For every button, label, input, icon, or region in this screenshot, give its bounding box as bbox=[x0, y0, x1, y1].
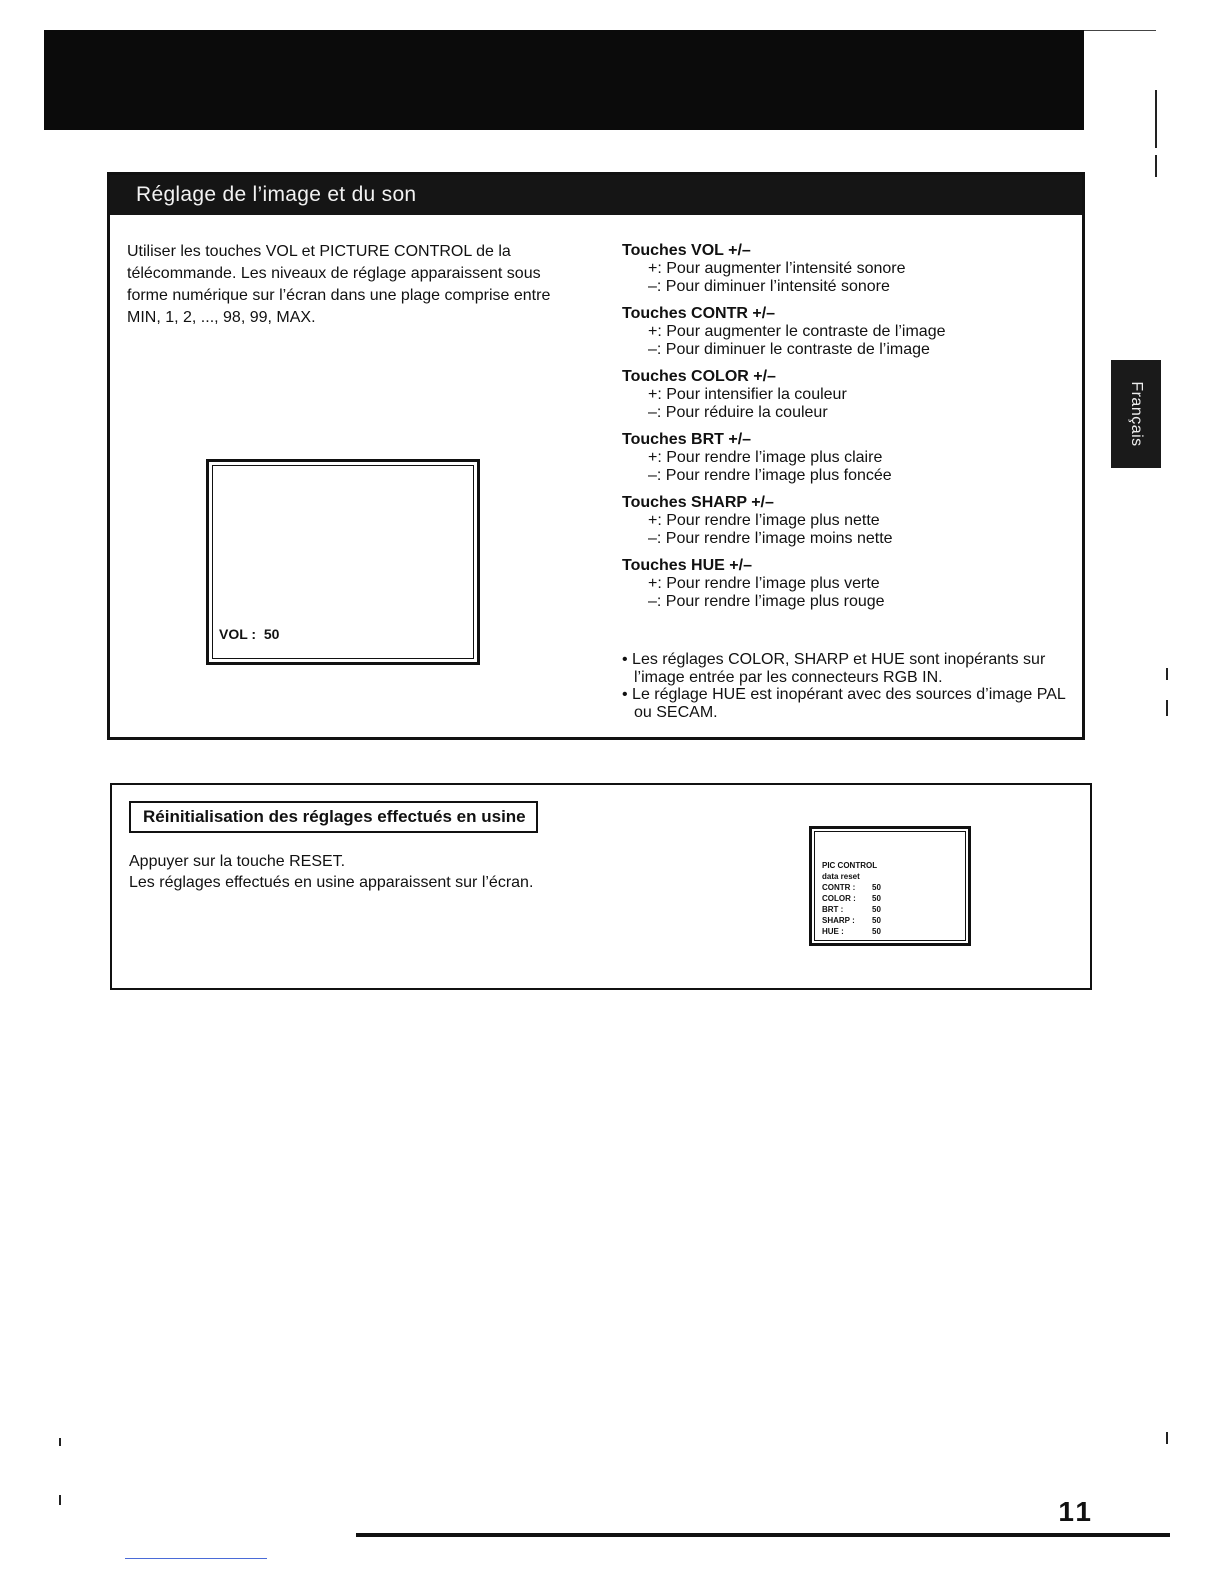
osd-row-value: 50 bbox=[872, 927, 881, 936]
osd-row-label: COLOR : bbox=[822, 894, 856, 903]
osd-row-value: 50 bbox=[872, 894, 881, 903]
reset-screen-illustration bbox=[809, 826, 971, 946]
key-minus-desc: –: Pour diminuer l’intensité sonore bbox=[648, 278, 890, 295]
language-tab bbox=[1111, 360, 1161, 468]
osd-heading: PIC CONTROL bbox=[822, 861, 878, 870]
key-group-brt bbox=[622, 430, 1072, 485]
key-group-color bbox=[622, 367, 1072, 422]
osd-row bbox=[822, 893, 881, 904]
key-minus-desc: –: Pour rendre l’image plus rouge bbox=[648, 593, 885, 610]
volume-osd: VOL : 50 bbox=[219, 626, 280, 642]
key-title: Touches SHARP +/– bbox=[622, 494, 774, 511]
key-plus-desc: +: Pour augmenter l’intensité sonore bbox=[648, 260, 906, 277]
key-plus-desc: +: Pour rendre l’image plus nette bbox=[648, 512, 880, 529]
osd-row-label: HUE : bbox=[822, 927, 844, 936]
key-minus-desc: –: Pour rendre l’image moins nette bbox=[648, 530, 893, 547]
reset-line: Les réglages effectués en usine apparaissent sur l’écran. bbox=[129, 874, 534, 891]
osd-row bbox=[822, 904, 881, 915]
edge-mark bbox=[1155, 155, 1157, 177]
key-plus-desc: +: Pour rendre l’image plus verte bbox=[648, 575, 880, 592]
factory-reset-section bbox=[110, 783, 1092, 990]
top-header-band bbox=[44, 30, 1084, 130]
key-title: Touches BRT +/– bbox=[622, 431, 752, 448]
bottom-rule bbox=[356, 1533, 1170, 1537]
edge-mark bbox=[1166, 1432, 1168, 1444]
osd-row bbox=[822, 926, 881, 937]
key-group-sharp bbox=[622, 493, 1072, 548]
reset-section-title: Réinitialisation des réglages effectués en usine bbox=[129, 801, 538, 833]
edge-mark bbox=[1155, 90, 1157, 148]
key-minus-desc: –: Pour diminuer le contraste de l’image bbox=[648, 341, 930, 358]
key-plus-desc: +: Pour rendre l’image plus claire bbox=[648, 449, 883, 466]
edge-mark bbox=[59, 1495, 61, 1505]
osd-row-value: 50 bbox=[872, 905, 881, 914]
language-tab-label: Français bbox=[1128, 381, 1145, 447]
picture-sound-section bbox=[107, 172, 1085, 740]
note-item: • Le réglage HUE est inopérant avec des sources d’image PAL ou SECAM. bbox=[622, 686, 1066, 721]
osd-row-label: CONTR : bbox=[822, 883, 856, 892]
osd-row-value: 50 bbox=[872, 883, 881, 892]
key-title: Touches VOL +/– bbox=[622, 242, 751, 259]
osd-row bbox=[822, 915, 881, 926]
tv-screen-illustration bbox=[206, 459, 480, 665]
reset-instructions bbox=[129, 851, 649, 893]
key-minus-desc: –: Pour rendre l’image plus foncée bbox=[648, 467, 892, 484]
osd-row-label: BRT : bbox=[822, 905, 844, 914]
key-plus-desc: +: Pour augmenter le contraste de l’image bbox=[648, 323, 946, 340]
key-group-hue bbox=[622, 556, 1072, 611]
edge-mark bbox=[59, 1438, 61, 1446]
key-title: Touches CONTR +/– bbox=[622, 305, 776, 322]
page-number: 11 bbox=[1058, 1496, 1094, 1527]
section-title: Réglage de l’image et du son bbox=[110, 175, 1082, 215]
osd-row bbox=[822, 882, 881, 893]
key-list bbox=[622, 241, 1072, 619]
osd-row-value: 50 bbox=[872, 916, 881, 925]
notes bbox=[622, 651, 1072, 721]
key-minus-desc: –: Pour réduire la couleur bbox=[648, 404, 828, 421]
top-rule bbox=[1084, 30, 1156, 31]
note-item: • Les réglages COLOR, SHARP et HUE sont inopérants sur l’image entrée par les connecteurs RGB IN. bbox=[622, 651, 1046, 686]
key-title: Touches HUE +/– bbox=[622, 557, 752, 574]
edge-mark bbox=[1166, 700, 1168, 716]
key-plus-desc: +: Pour intensifier la couleur bbox=[648, 386, 847, 403]
key-title: Touches COLOR +/– bbox=[622, 368, 776, 385]
osd-row-label: SHARP : bbox=[822, 916, 855, 925]
reset-line: Appuyer sur la touche RESET. bbox=[129, 853, 346, 870]
blue-rule bbox=[125, 1558, 267, 1559]
key-group-vol bbox=[622, 241, 1072, 296]
osd-subheading: data reset bbox=[822, 872, 860, 881]
edge-mark bbox=[1166, 668, 1168, 680]
reset-osd bbox=[822, 860, 881, 937]
key-group-contr bbox=[622, 304, 1072, 359]
intro-paragraph: Utiliser les touches VOL et PICTURE CONTROL de la télécommande. Les niveaux de réglage apparaissent sous forme numérique sur l’écran dans une plage comprise entre MIN, 1, 2, ..., 98, 99, MAX. bbox=[127, 243, 551, 326]
